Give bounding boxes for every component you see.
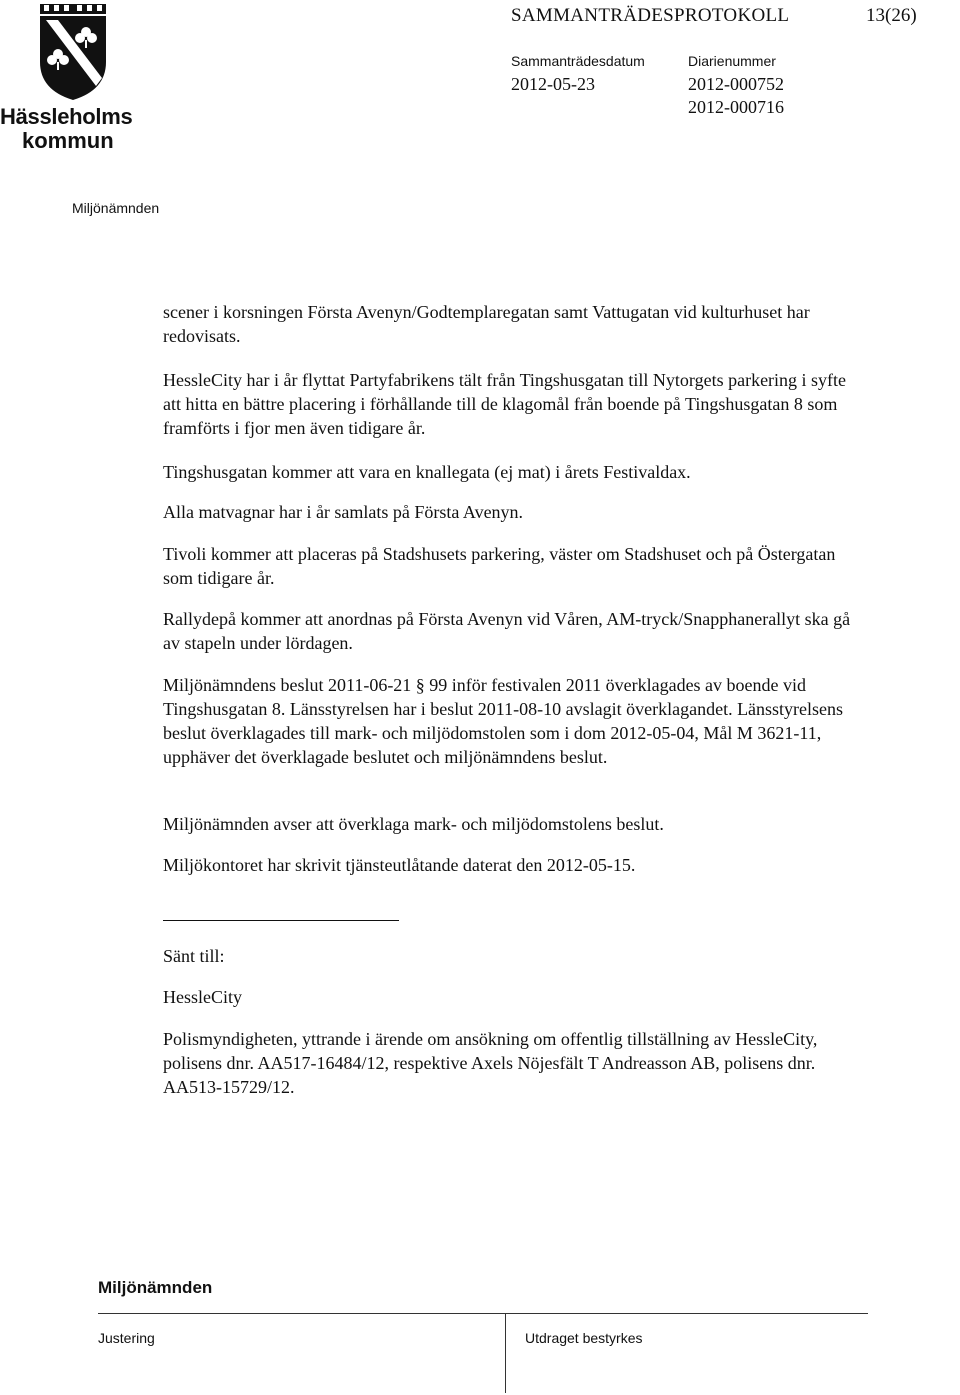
footer-column-divider <box>505 1313 506 1393</box>
paragraph <box>163 500 863 524</box>
paragraph <box>163 853 863 877</box>
document-title: SAMMANTRÄDESPROTOKOLL <box>511 5 790 26</box>
paragraph-text: Rallydepå kommer att anordnas på Första Avenyn vid Våren, AM-tryck/Snapphanerallyt ska gå av stapeln under lördagen. <box>163 609 851 653</box>
paragraph <box>163 542 863 590</box>
sent-to-text: Sänt till: <box>163 946 225 966</box>
paragraph-text: Miljökontoret har skrivit tjänsteutlåtande daterat den 2012-05-15. <box>163 855 636 875</box>
paragraph <box>163 673 863 769</box>
paragraph <box>163 460 863 484</box>
paragraph <box>163 607 863 655</box>
recipient <box>163 985 863 1009</box>
page-number: 13(26) <box>866 5 917 26</box>
meeting-date-value: 2012-05-23 <box>511 74 595 94</box>
paragraph-text: Alla matvagnar har i år samlats på Första Avenyn. <box>163 502 524 522</box>
recipient <box>163 1027 863 1099</box>
meeting-date-label: Sammanträdesdatum <box>511 53 645 69</box>
footer-divider <box>98 1313 868 1314</box>
sent-to-label <box>163 944 863 968</box>
footer-committee: Miljönämnden <box>98 1278 213 1297</box>
registry-number-2: 2012-000716 <box>688 97 784 117</box>
paragraph-text: Miljönämndens beslut 2011-06-21 § 99 inför festivalen 2011 överklagades av boende vid Tingshusgatan 8. Länsstyrelsen har i beslut 2011-08-10 avslagit överklagandet. Länsstyrelsens beslut överklagades till mark- och miljödomstolen som i dom 2012-05-04, Mål M 3621-11, upphäver det överklagade beslutet och miljönämndens beslut. <box>163 675 844 767</box>
paragraph <box>163 300 863 348</box>
paragraph <box>163 368 863 440</box>
paragraph-text: HessleCity har i år flyttat Partyfabrikens tält från Tingshusgatan till Nytorgets parkering i syfte att hitta en bättre placering i förhållande till de klagomål från boende på Tingshusgatan 8 som framförts i fjor men även tidigare år. <box>163 370 847 438</box>
justering-label: Justering <box>98 1330 155 1346</box>
logo-text-line2: kommun <box>22 128 114 153</box>
registry-number-label: Diarienummer <box>688 53 776 69</box>
coat-of-arms-icon <box>38 2 108 102</box>
registry-number-1: 2012-000752 <box>688 74 784 94</box>
municipality-logo <box>0 0 160 160</box>
paragraph-text: Tivoli kommer att placeras på Stadshusets parkering, väster om Stadshuset och på Östergatan som tidigare år. <box>163 544 836 588</box>
paragraph-text: Tingshusgatan kommer att vara en knallegata (ej mat) i årets Festivaldax. <box>163 462 691 482</box>
paragraph-text: scener i korsningen Första Avenyn/Godtemplaregatan samt Vattugatan vid kulturhuset har redovisats. <box>163 302 810 346</box>
divider <box>163 920 399 921</box>
paragraph-text: Miljönämnden avser att överklaga mark- och miljödomstolens beslut. <box>163 814 664 834</box>
logo-text-line1: Hässleholms <box>0 104 133 129</box>
paragraph <box>163 812 863 836</box>
recipient-text: Polismyndigheten, yttrande i ärende om ansökning om offentlig tillställning av HessleCity, polisens dnr. AA517-16484/12, respektive Axels Nöjesfält T Andreasson AB, polisens dnr. AA513-15729/12. <box>163 1029 818 1097</box>
committee-name: Miljönämnden <box>72 200 160 216</box>
extract-certified-label: Utdraget bestyrkes <box>525 1330 643 1346</box>
recipient-text: HessleCity <box>163 987 242 1007</box>
